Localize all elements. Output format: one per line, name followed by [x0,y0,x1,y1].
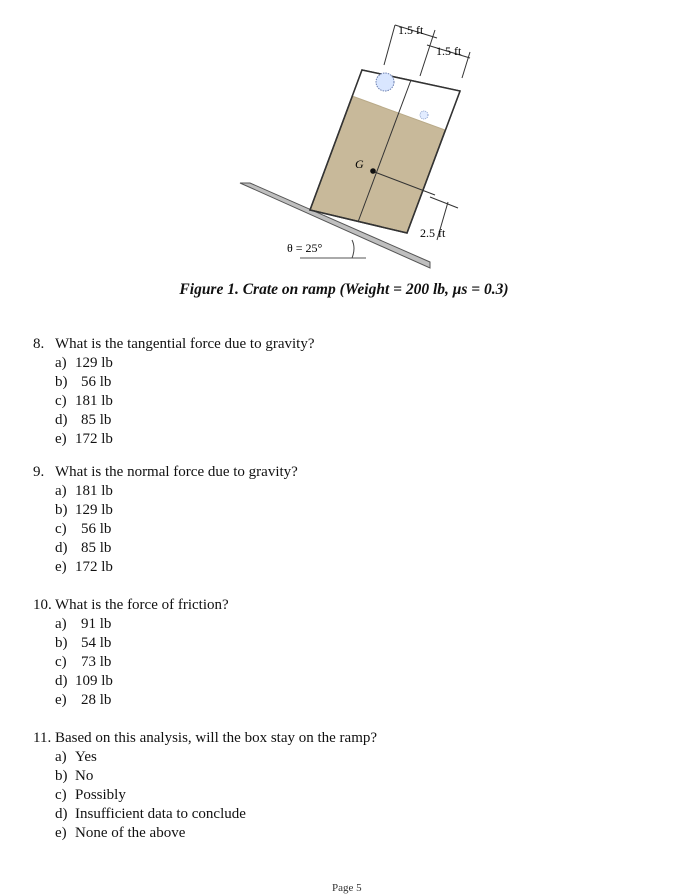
option-text: 56 lb [81,374,112,390]
answer-option-e[interactable] [55,558,298,577]
answer-option-b[interactable] [55,767,377,786]
option-text: No [75,768,94,784]
answer-option-a[interactable] [55,482,298,501]
option-letter: b) [55,768,68,784]
option-letter: e) [55,559,67,575]
center-of-gravity-dot [370,168,376,174]
question-number: 10. [33,597,52,613]
answer-option-e[interactable] [55,691,229,710]
answer-options [55,482,298,577]
answer-options [55,615,229,710]
answer-option-e[interactable] [55,824,377,843]
answer-option-d[interactable] [55,411,314,430]
option-text: 91 lb [81,616,112,632]
option-letter: b) [55,374,68,390]
option-letter: c) [55,654,67,670]
question-stem [33,463,298,482]
answer-option-d[interactable] [55,672,229,691]
figure-caption: Figure 1. Crate on ramp (Weight = 200 lb, μs = 0.3) [179,281,509,298]
question-10 [33,596,229,710]
dim-label-top: 1.5 ft [398,23,424,37]
answer-option-d[interactable] [55,539,298,558]
question-number: 8. [33,336,45,352]
option-text: Possibly [75,787,126,803]
option-text: 172 lb [75,431,113,447]
option-letter: b) [55,635,68,651]
answer-option-a[interactable] [55,748,377,767]
dim-label-height: 2.5 ft [420,226,446,240]
answer-option-c[interactable] [55,786,377,805]
answer-option-c[interactable] [55,653,229,672]
option-text: Insufficient data to conclude [75,806,246,822]
question-text: What is the tangential force due to gravity? [55,336,315,352]
answer-option-b[interactable] [55,373,314,392]
dim-tick-height [430,197,458,208]
option-text: 181 lb [75,483,113,499]
question-number: 11. [33,730,52,746]
angle-arc [352,240,354,258]
answer-option-b[interactable] [55,501,298,520]
option-letter: e) [55,825,67,841]
answer-option-d[interactable] [55,805,377,824]
question-text: Based on this analysis, will the box stay on the ramp? [55,730,378,746]
option-letter: c) [55,393,67,409]
question-8 [33,335,314,449]
dim-tick-left [384,25,395,65]
option-letter: a) [55,749,67,765]
answer-option-c[interactable] [55,392,314,411]
answer-option-e[interactable] [55,430,314,449]
option-text: 109 lb [75,673,113,689]
option-text: 28 lb [81,692,112,708]
answer-option-b[interactable] [55,634,229,653]
question-stem [33,729,377,748]
dim-label-top-right: 1.5 ft [436,44,462,58]
question-text: What is the normal force due to gravity? [55,464,298,480]
question-number: 9. [33,464,45,480]
page-number: Page 5 [332,882,362,894]
option-letter: d) [55,673,68,689]
option-text: 85 lb [81,540,112,556]
crate-on-ramp-figure [0,0,688,280]
option-text: None of the above [75,825,186,841]
answer-option-c[interactable] [55,520,298,539]
option-text: 85 lb [81,412,112,428]
answer-option-a[interactable] [55,615,229,634]
option-letter: e) [55,692,67,708]
option-letter: d) [55,540,68,556]
option-letter: a) [55,483,67,499]
option-text: 56 lb [81,521,112,537]
option-letter: d) [55,806,68,822]
option-letter: c) [55,521,67,537]
option-letter: d) [55,412,68,428]
option-letter: c) [55,787,67,803]
option-text: 129 lb [75,502,113,518]
question-stem [33,596,229,615]
answer-options [55,354,314,449]
option-letter: b) [55,502,68,518]
question-text: What is the force of friction? [55,597,229,613]
question-stem [33,335,314,354]
angle-label: θ = 25° [287,241,323,255]
option-text: 54 lb [81,635,112,651]
center-of-gravity-label: G [355,157,364,171]
option-letter: e) [55,431,67,447]
answer-options [55,748,377,843]
option-text: 181 lb [75,393,113,409]
question-11 [33,729,377,843]
option-letter: a) [55,355,67,371]
option-text: 73 lb [81,654,112,670]
question-9 [33,463,298,577]
answer-option-a[interactable] [55,354,314,373]
option-text: 172 lb [75,559,113,575]
option-letter: a) [55,616,67,632]
option-text: Yes [75,749,97,765]
sunburst-icon [376,73,394,91]
option-text: 129 lb [75,355,113,371]
sparkle-icon [420,111,428,119]
